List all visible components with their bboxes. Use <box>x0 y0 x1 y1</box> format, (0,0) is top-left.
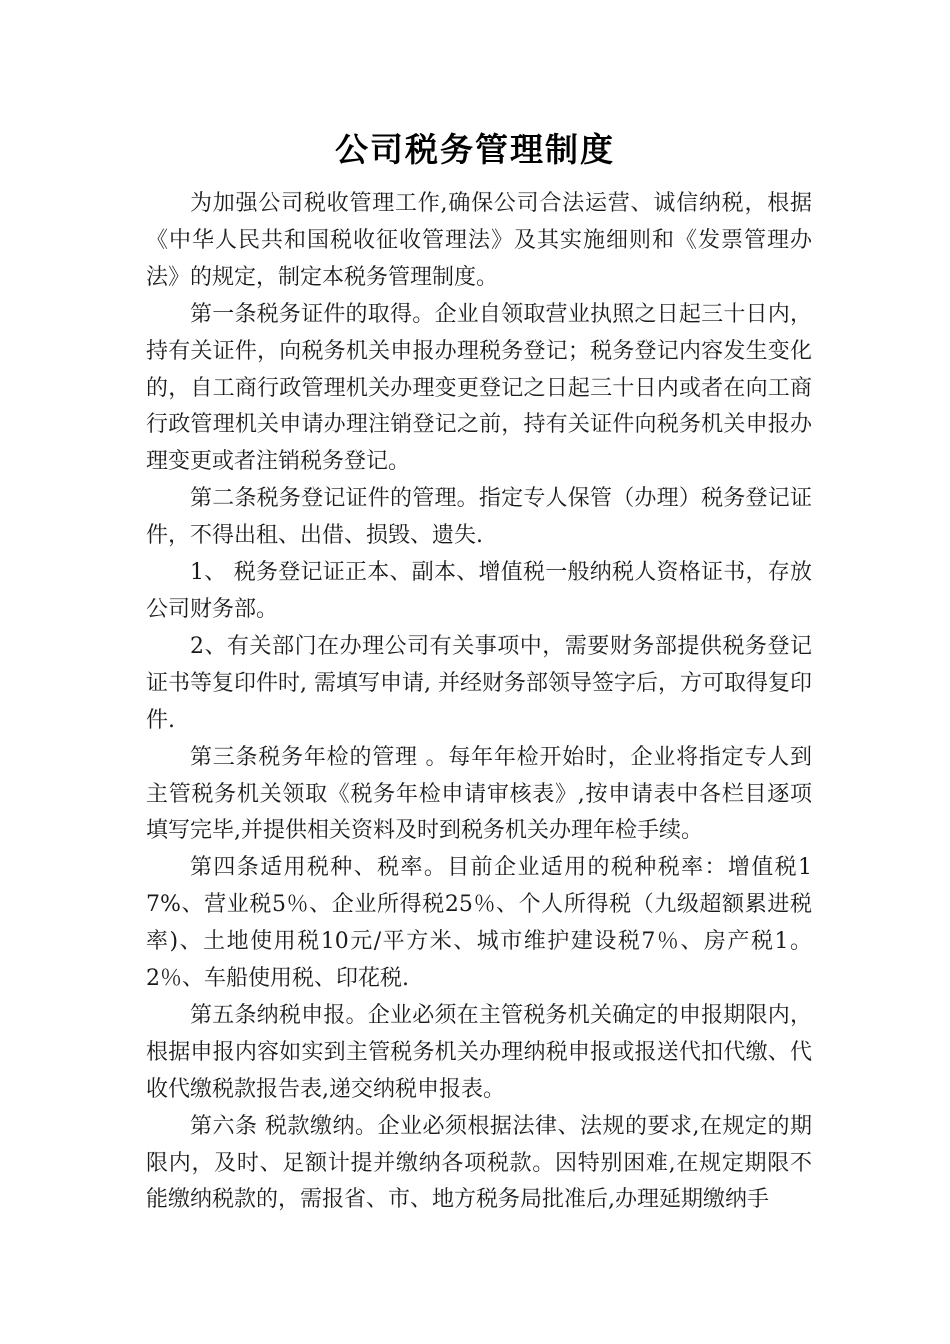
paragraph-article-2-item-1: 1、 税务登记证正本、副本、增值税一般纳税人资格证书，存放公司财务部。 <box>146 560 812 622</box>
paragraph-article-1: 第一条税务证件的取得。企业自领取营业执照之日起三十日内，持有关证件，向税务机关申报办理税务登记；税务登记内容发生变化的，自工商行政管理机关办理变更登记之日起三十日内或者在向工商行政管理机关申请办理注销登记之前，持有关证件向税务机关申报办理变更或者注销税务登记。 <box>146 301 812 475</box>
document-body <box>146 186 812 1219</box>
paragraph-article-6: 第六条 税款缴纳。企业必须根据法律、法规的要求,在规定的期限内，及时、足额计提并缴纳各项税款。因特别困难,在规定期限不能缴纳税款的，需报省、市、地方税务局批准后,办理延期缴纳手 <box>146 1113 812 1213</box>
document-title: 公司税务管理制度 <box>335 130 615 169</box>
paragraph-intro: 为加强公司税收管理工作,确保公司合法运营、诚信纳税，根据《中华人民共和国税收征收管理法》及其实施细则和《发票管理办法》的规定，制定本税务管理制度。 <box>146 191 812 290</box>
paragraph-article-5: 第五条纳税申报。企业必须在主管税务机关确定的申报期限内，根据申报内容如实到主管税务机关办理纳税申报或报送代扣代缴、代收代缴税款报告表,递交纳税申报表。 <box>146 1002 812 1102</box>
paragraph-article-2: 第二条税务登记证件的管理。指定专人保管（办理）税务登记证件，不得出租、出借、损毁、遗失. <box>146 486 812 549</box>
paragraph-article-4: 第四条适用税种、税率。目前企业适用的税种税率：增值税17%、营业税5％、企业所得税25％、个人所得税（九级超额累进税率)、土地使用税10元/平方米、城市维护建设税7％、房产税1。2％、车船使用税、印花税. <box>146 855 812 992</box>
paragraph-article-2-item-2: 2、有关部门在办理公司有关事项中，需要财务部提供税务登记证书等复印件时, 需填写申请, 并经财务部领导签字后，方可取得复印件. <box>146 633 812 733</box>
paragraph-article-3: 第三条税务年检的管理 。每年年检开始时，企业将指定专人到主管税务机关领取《税务年检申请审核表》,按申请表中各栏目逐项填写完毕,并提供相关资料及时到税务机关办理年检手续。 <box>146 744 812 844</box>
